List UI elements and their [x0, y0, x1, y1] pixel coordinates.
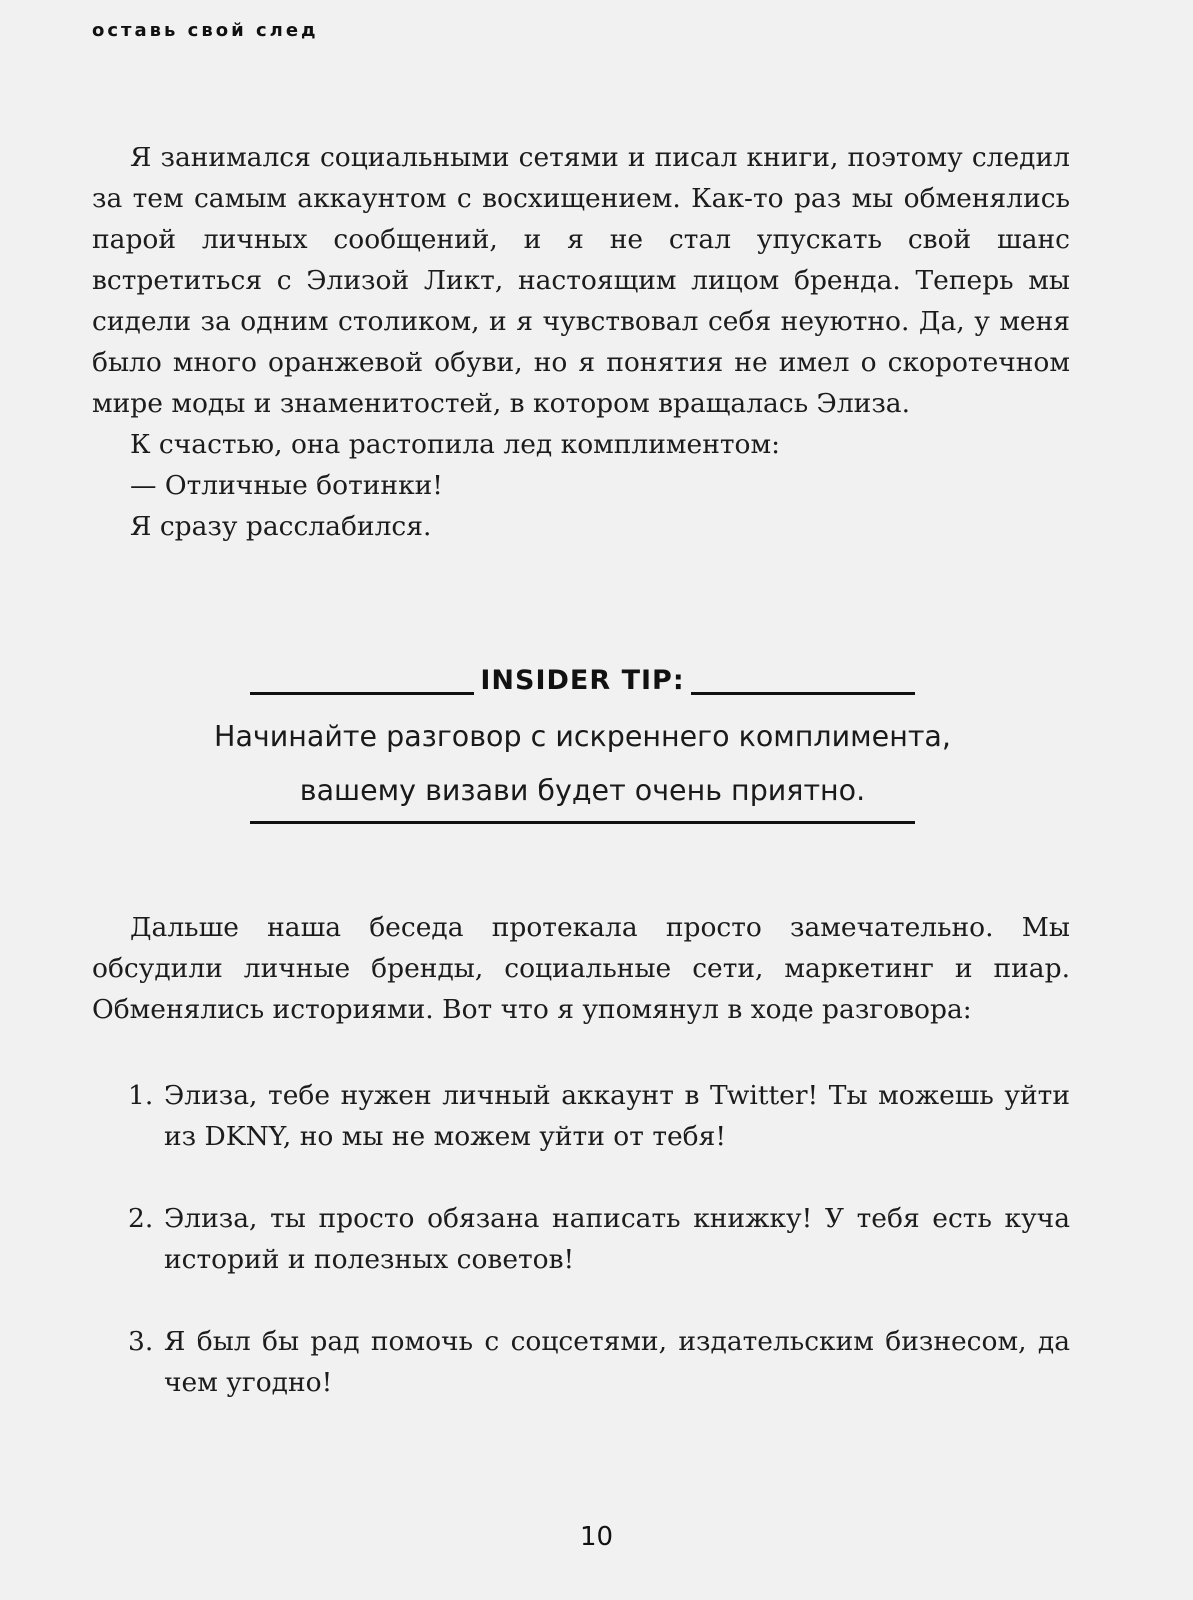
insider-tip-header: [250, 660, 915, 700]
list-item-text: Элиза, ты просто обязана написать книжку! У тебя есть куча историй и полезных советов!: [164, 1203, 1070, 1275]
tip-line-1: Начинайте разговор с искреннего комплимента,: [214, 720, 951, 753]
body-text-bottom: [92, 907, 1070, 1030]
list-item: [128, 1321, 1070, 1403]
insider-tip-text: [150, 710, 1015, 818]
insider-tip-label: INSIDER TIP:: [480, 664, 685, 696]
paragraph: К счастью, она растопила лед комплиментом:: [130, 429, 781, 460]
tip-rule-left: [250, 666, 474, 695]
paragraph: Я сразу расслабился.: [130, 511, 432, 542]
tip-rule-right: [691, 666, 915, 695]
list-item-text: Я был бы рад помочь с соцсетями, издательским бизнесом, да чем угодно!: [164, 1326, 1070, 1398]
running-head: оставь свой след: [92, 20, 319, 41]
list-number: 3.: [128, 1326, 154, 1357]
list-item: [128, 1198, 1070, 1280]
paragraph: Дальше наша беседа протекала просто замечательно. Мы обсудили личные бренды, социальные сети, маркетинг и пиар. Обменялись историями. Вот что я упомянул в ходе разговора:: [92, 912, 1070, 1025]
paragraph: Я занимался социальными сетями и писал книги, поэтому следил за тем самым аккаунтом с восхищением. Как-то раз мы обменялись парой личных сообщений, и я не стал упускать свой шанс встретиться с Элизой Ликт, настоящим лицом бренда. Теперь мы сидели за одним столиком, и я чувствовал себя неуютно. Да, у меня было много оранжевой обуви, но я понятия не имел о скоротечном мире моды и знаменитостей, в котором вращалась Элиза.: [92, 142, 1070, 419]
list-item-text: Элиза, тебе нужен личный аккаунт в Twitter! Ты можешь уйти из DKNY, но мы не можем уйти от тебя!: [164, 1080, 1070, 1152]
list-number: 1.: [128, 1080, 154, 1111]
page-number: 10: [579, 1522, 614, 1552]
list-item: [128, 1075, 1070, 1157]
tip-line-2: вашему визави будет очень приятно.: [299, 774, 866, 807]
body-text-top: [92, 137, 1070, 547]
tip-rule-bottom: [250, 821, 915, 824]
list-number: 2.: [128, 1203, 154, 1234]
numbered-list: [128, 1075, 1070, 1444]
paragraph: — Отличные ботинки!: [130, 470, 443, 501]
